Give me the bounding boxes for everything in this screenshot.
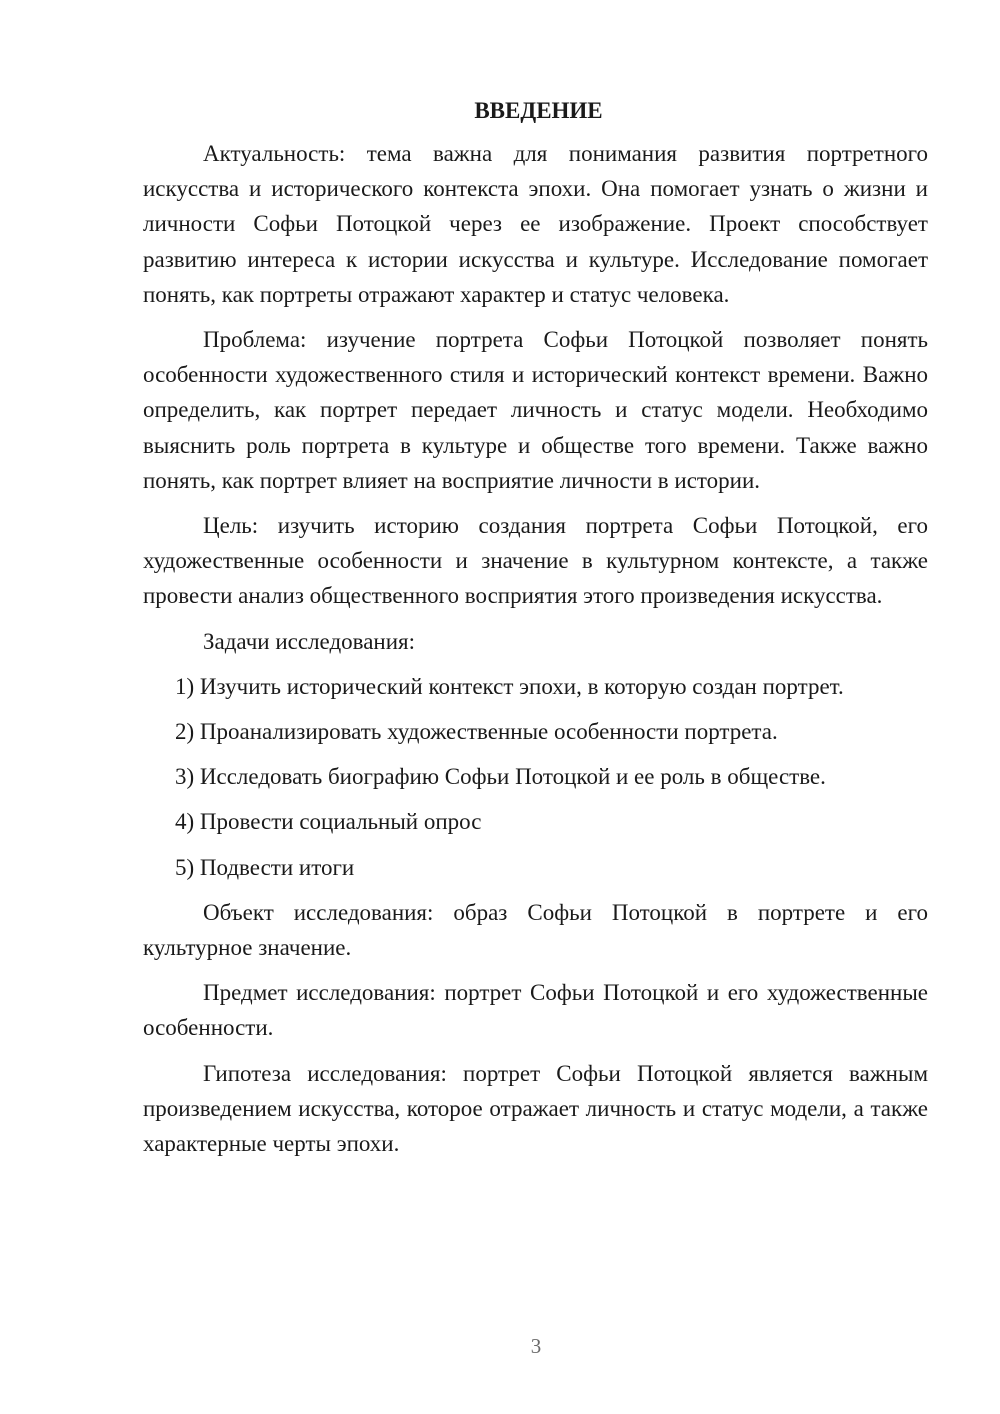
subject-paragraph: Предмет исследования: портрет Софьи Потоцкой и его художественные особенности. <box>143 980 928 1041</box>
object-paragraph: Объект исследования: образ Софьи Потоцкой в портрете и его культурное значение. <box>143 899 928 961</box>
problem-paragraph: Проблема: изучение портрета Софьи Потоцкой позволяет понять особенности художественного стиля и исторический контекст времени. Важно определить, как портрет передает личность и статус модели. Необходимо выяснить роль портрета в культуре и обществе того времени. Также важно понять, как портрет влияет на восприятие личности в истории. <box>143 327 928 493</box>
section-title <box>143 96 928 126</box>
goal-paragraph: Цель: изучить историю создания портрета Софьи Потоцкой, его художественные особенности и значение в культурном контексте, а также провести анализ общественного восприятия этого произведения искусства. <box>143 513 928 609</box>
relevance-paragraph: Актуальность: тема важна для понимания развития портретного искусства и исторического контекста эпохи. Она помогает узнать о жизни и личности Софьи Потоцкой через ее изображение. Проект способствует развитию интереса к истории искусства и культуре. Исследование помогает понять, как портреты отражают характер и статус человека. <box>143 141 928 307</box>
task-item-3: 3) Исследовать биографию Софьи Потоцкой и ее роль в обществе. <box>175 764 826 790</box>
document-page <box>143 96 928 1171</box>
task-item-5: 5) Подвести итоги <box>175 854 355 880</box>
task-item-1: 1) Изучить исторический контекст эпохи, в которую создан портрет. <box>175 673 844 699</box>
task-item-4: 4) Провести социальный опрос <box>175 809 482 835</box>
page-number <box>0 1334 1000 1359</box>
section-title-text: ВВЕДЕНИЕ <box>474 98 603 123</box>
tasks-heading: Задачи исследования: <box>203 628 416 654</box>
hypothesis-paragraph: Гипотеза исследования: портрет Софьи Потоцкой является важным произведением искусства, которое отражает личность и статус модели, а также характерные черты эпохи. <box>143 1060 928 1157</box>
page-number-text: 3 <box>530 1334 542 1358</box>
task-item-2: 2) Проанализировать художественные особенности портрета. <box>175 719 778 745</box>
